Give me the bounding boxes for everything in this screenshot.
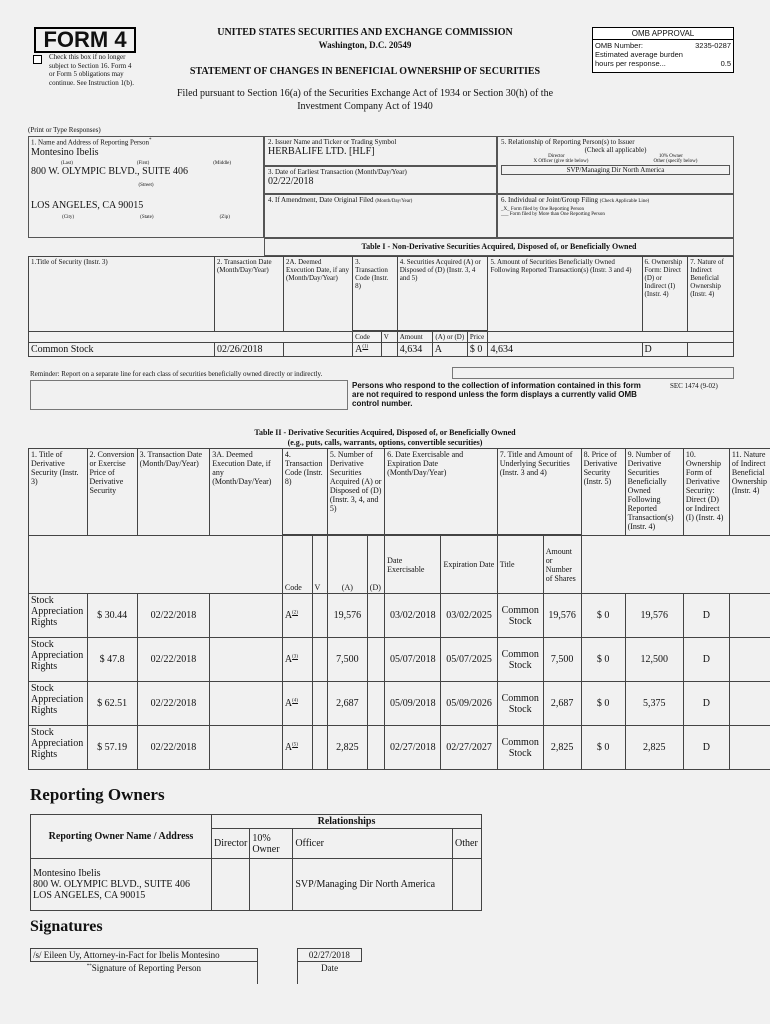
t1-subcol-v: V xyxy=(381,332,397,343)
omb-number-value: 3235-0287 xyxy=(695,41,731,50)
check-box-instructions: Check this box if no longer subject to Section 16. Form 4 or Form 5 obligations may continue. See Instruction 1(b). xyxy=(49,53,134,87)
t2-r1-code: A xyxy=(284,654,293,665)
table2-title: Table II - Derivative Securities Acquired, Disposed of, or Beneficially Owned xyxy=(254,428,516,437)
t2-r3-owned: 2,825 xyxy=(625,726,683,770)
t1-col-code: 3. Transaction Code (Instr. 8) xyxy=(353,257,398,331)
box6-label: 6. Individual or Joint/Group Filing xyxy=(501,196,599,204)
t2-r2-code: A xyxy=(284,698,293,709)
t2-col-nature: 11. Nature of Indirect Beneficial Ownership (Instr. 4) xyxy=(729,449,770,536)
zip-label: (Zip) xyxy=(219,215,230,221)
t1-row-deemed xyxy=(284,343,353,357)
t2-r0-title: Stock Appreciation Rights xyxy=(29,594,88,638)
ro-officer-title: SVP/Managing Dir North America xyxy=(293,859,453,911)
city-label: (City) xyxy=(62,215,75,221)
box6-sub: (Check Applicable Line) xyxy=(599,199,650,204)
table-row xyxy=(29,682,770,726)
t2-r1-under: Common Stock xyxy=(497,638,543,682)
omb-hours-label: hours per response... xyxy=(595,59,666,68)
t2-col-number: 5. Number of Derivative Securities Acquired (A) or Disposed of (D) (Instr. 3, 4, and 5) xyxy=(327,449,384,535)
print-type-note: (Print or Type Responses) xyxy=(28,126,101,134)
ro-name: Montesino Ibelis xyxy=(33,868,101,879)
t1-subcol-aord: (A) or (D) xyxy=(432,332,467,343)
t2-r0-price: $ 30.44 xyxy=(87,594,137,638)
persons-notice: Persons who respond to the collection of information contained in this form are not required to respond unless the form displays a currently valid OMB control number. xyxy=(352,381,641,408)
box-6-filing-type xyxy=(497,194,734,238)
officer-option[interactable]: X Officer (give title below) xyxy=(533,159,589,164)
signature-label: Signature of Reporting Person xyxy=(91,963,201,973)
middle-label: (Middle) xyxy=(213,161,232,167)
t2-r0-form: D xyxy=(683,594,729,638)
t2-r2-owned: 5,375 xyxy=(625,682,683,726)
reporting-owners-heading: Reporting Owners xyxy=(30,785,165,804)
box3-label: 3. Date of Earliest Transaction (Month/Day/Year) xyxy=(268,168,407,176)
box-4-amendment xyxy=(264,194,497,238)
filed-pursuant-line2: Investment Company Act of 1940 xyxy=(297,101,433,112)
box4-label: 4. If Amendment, Date Original Filed xyxy=(268,196,374,204)
t2-col-form: 10. Ownership Form of Derivative Security: Direct (D) or Indirect (I) (Instr. 4) xyxy=(683,449,729,536)
t2-subcol-v: V xyxy=(312,536,327,594)
t2-r1-amt: 7,500 xyxy=(543,638,581,682)
box1-label: 1. Name and Address of Reporting Person xyxy=(31,138,150,147)
t2-r2-dprice: $ 0 xyxy=(581,682,625,726)
agency-address: Washington, D.C. 20549 xyxy=(318,40,412,50)
ro-address1: 800 W. OLYMPIC BLVD., SUITE 406 xyxy=(33,879,190,890)
issuer-name-ticker: HERBALIFE LTD. [HLF] xyxy=(268,146,375,157)
box-3-earliest-transaction xyxy=(264,166,497,194)
omb-approval-box xyxy=(592,27,734,73)
t2-r2-amt: 2,687 xyxy=(543,682,581,726)
t2-r3-footnote[interactable]: (5) xyxy=(292,742,298,748)
t2-r1-dprice: $ 0 xyxy=(581,638,625,682)
t2-r2-date: 02/22/2018 xyxy=(137,682,210,726)
t1-col-owned: 5. Amount of Securities Beneficially Owned Following Reported Transaction(s) (Instr. 3 and 4) xyxy=(488,257,642,332)
t2-subcol-a: (A) xyxy=(327,536,367,594)
last-label: (Last) xyxy=(60,161,73,167)
t2-col-underlying: 7. Title and Amount of Underlying Securities (Instr. 3 and 4) xyxy=(497,449,581,535)
t2-r0-owned: 19,576 xyxy=(625,594,683,638)
reporting-owners-table xyxy=(30,814,482,911)
t1-row-date: 02/26/2018 xyxy=(214,343,283,357)
t2-r2-a: 2,687 xyxy=(327,682,367,726)
signature-text: /s/ Eileen Uy, Attorney-in-Fact for Ibelis Montesino xyxy=(31,949,258,962)
t1-row-footnote[interactable]: (1) xyxy=(362,344,369,350)
t1-row-aord: A xyxy=(432,343,467,357)
sec-form-code: SEC 1474 (9-02) xyxy=(670,382,718,390)
t2-r1-price: $ 47.8 xyxy=(87,638,137,682)
t2-r0-exp: 03/02/2025 xyxy=(441,594,497,638)
reporting-person-city: LOS ANGELES, CA 90015 xyxy=(31,200,144,212)
reminder-blank-box xyxy=(30,380,348,410)
omb-hours-value: 0.5 xyxy=(720,59,731,68)
ro-address2: LOS ANGELES, CA 90015 xyxy=(33,890,146,901)
filing-option-multiple-persons[interactable]: ___ Form filed by More than One Reporting Person xyxy=(501,212,605,217)
table-row xyxy=(29,594,770,638)
t2-r2-form: D xyxy=(683,682,729,726)
t2-col-deemed: 3A. Deemed Execution Date, if any (Month/Day/Year) xyxy=(210,449,283,536)
t2-r2-exer: 05/09/2018 xyxy=(385,682,441,726)
t2-subcol-d: (D) xyxy=(367,536,384,594)
table1-non-derivative xyxy=(28,256,734,357)
t2-r0-code: A xyxy=(284,610,293,621)
box4-sub: (Month/Day/Year) xyxy=(375,199,413,204)
t2-r2-exp: 05/09/2026 xyxy=(441,682,497,726)
t2-r2-price: $ 62.51 xyxy=(87,682,137,726)
t2-subcol-exercisable: Date Exercisable xyxy=(385,536,441,594)
ro-col-director: Director xyxy=(212,829,250,859)
t2-r0-dprice: $ 0 xyxy=(581,594,625,638)
t2-r3-price: $ 57.19 xyxy=(87,726,137,770)
t2-r3-title: Stock Appreciation Rights xyxy=(29,726,88,770)
t2-col-code: 4. Transaction Code (Instr. 8) xyxy=(282,449,327,535)
first-label: (First) xyxy=(136,161,150,167)
t2-subcol-amount: Amount or Number of Shares xyxy=(543,536,581,594)
signatures-table xyxy=(30,948,362,984)
t2-r3-date: 02/22/2018 xyxy=(137,726,210,770)
t2-r3-code: A xyxy=(284,742,293,753)
ro-col-owner: 10% Owner xyxy=(250,829,293,859)
table1-title: Table I - Non-Derivative Securities Acquired, Disposed of, or Beneficially Owned xyxy=(264,238,734,256)
t1-subcol-price: Price xyxy=(467,332,488,343)
t1-row-nature xyxy=(688,343,734,357)
filed-pursuant-line1: Filed pursuant to Section 16(a) of the Securities Exchange Act of 1934 or Section 30(h) of the xyxy=(176,88,554,99)
t2-col-price: 2. Conversion or Exercise Price of Derivative Security xyxy=(87,449,137,536)
t1-row-price: $ 0 xyxy=(467,343,488,357)
t2-r1-footnote[interactable]: (3) xyxy=(292,654,298,660)
t1-row-v xyxy=(381,343,397,357)
omb-number-label: OMB Number: xyxy=(595,41,643,50)
t2-subcol-code: Code xyxy=(282,536,312,594)
t2-r3-under: Common Stock xyxy=(497,726,543,770)
t1-row-title: Common Stock xyxy=(29,343,215,357)
t1-col-securities: 4. Securities Acquired (A) or Disposed of (D) (Instr. 3, 4 and 5) xyxy=(397,257,488,331)
table-row xyxy=(29,726,770,770)
t2-r0-a: 19,576 xyxy=(327,594,367,638)
ten-percent-owner-option[interactable]: 10% Owner xyxy=(658,154,683,159)
t2-r1-form: D xyxy=(683,638,729,682)
box-2-issuer xyxy=(264,136,497,166)
t1-col-form: 6. Ownership Form: Direct (D) or Indirect (I) (Instr. 4) xyxy=(642,257,688,332)
t2-r2-title: Stock Appreciation Rights xyxy=(29,682,88,726)
t2-r2-footnote[interactable]: (4) xyxy=(292,698,298,704)
other-option[interactable]: Other (specify below) xyxy=(653,159,698,164)
statement-title: STATEMENT OF CHANGES IN BENEFICIAL OWNERSHIP OF SECURITIES xyxy=(189,66,541,77)
t2-col-exercisable: 6. Date Exercisable and Expiration Date (Month/Day/Year) xyxy=(385,449,498,535)
box5-check-all: (Check all applicable) xyxy=(584,146,647,154)
t2-r1-date: 02/22/2018 xyxy=(137,638,210,682)
t2-col-owned: 9. Number of Derivative Securities Beneficially Owned Following Reported Transaction(s) (Instr. 4) xyxy=(625,449,683,536)
t2-r3-amt: 2,825 xyxy=(543,726,581,770)
street-label: (Street) xyxy=(138,183,154,189)
omb-burden-label: Estimated average burden xyxy=(595,50,683,59)
state-label: (State) xyxy=(140,215,154,221)
ro-col-other: Other xyxy=(453,829,482,859)
t2-r1-title: Stock Appreciation Rights xyxy=(29,638,88,682)
officer-title: SVP/Managing Dir North America xyxy=(501,165,730,175)
t1-row-code: A xyxy=(355,344,363,355)
t1-col-date: 2. Transaction Date (Month/Day/Year) xyxy=(214,257,283,332)
t2-r1-owned: 12,500 xyxy=(625,638,683,682)
ro-col-officer: Officer xyxy=(293,829,453,859)
box2-label: 2. Issuer Name and Ticker or Trading Symbol xyxy=(268,138,397,146)
t2-r0-amt: 19,576 xyxy=(543,594,581,638)
box1-label-footnote: * xyxy=(149,138,152,143)
t1-col-nature: 7. Nature of Indirect Beneficial Ownership (Instr. 4) xyxy=(688,257,734,332)
t2-r2-under: Common Stock xyxy=(497,682,543,726)
signatures-heading: Signatures xyxy=(30,918,103,935)
reporting-person-name: Montesino Ibelis xyxy=(31,147,99,159)
t2-r1-a: 7,500 xyxy=(327,638,367,682)
t2-r0-footnote[interactable]: (2) xyxy=(292,610,298,616)
t2-subcol-title: Title xyxy=(497,536,543,594)
agency-name: UNITED STATES SECURITIES AND EXCHANGE COMMISSION xyxy=(217,27,513,38)
t2-r0-under: Common Stock xyxy=(497,594,543,638)
t2-col-deriv-price: 8. Price of Derivative Security (Instr. 5) xyxy=(581,449,625,536)
t2-col-date: 3. Transaction Date (Month/Day/Year) xyxy=(137,449,210,536)
filing-option-one-person[interactable]: _X_ Form filed by One Reporting Person xyxy=(501,207,585,212)
form-title: FORM 4 xyxy=(34,27,136,53)
t2-r3-exer: 02/27/2018 xyxy=(385,726,441,770)
table-row xyxy=(29,638,770,682)
t1-row-owned: 4,634 xyxy=(488,343,642,357)
t2-r1-exer: 05/07/2018 xyxy=(385,638,441,682)
ro-relationships: Relationships xyxy=(212,815,482,829)
t2-col-title: 1. Title of Derivative Security (Instr. 3) xyxy=(29,449,88,536)
t1-row-form: D xyxy=(642,343,688,357)
reporting-person-street: 800 W. OLYMPIC BLVD., SUITE 406 xyxy=(31,166,188,178)
t1-subcol-amount: Amount xyxy=(397,332,432,343)
t2-r1-exp: 05/07/2025 xyxy=(441,638,497,682)
table2-derivative xyxy=(28,448,770,770)
reminder-small-box xyxy=(452,367,734,379)
t2-r0-date: 02/22/2018 xyxy=(137,594,210,638)
date-label: Date xyxy=(321,963,339,973)
t1-row xyxy=(29,343,734,357)
table2-subtitle: (e.g., puts, calls, warrants, options, convertible securities) xyxy=(287,438,483,447)
box5-label: 5. Relationship of Reporting Person(s) to Issuer xyxy=(501,138,635,146)
t2-r3-a: 2,825 xyxy=(327,726,367,770)
box-1-reporting-person xyxy=(28,136,264,238)
t2-r3-dprice: $ 0 xyxy=(581,726,625,770)
signature-date: 02/27/2018 xyxy=(297,949,361,962)
t1-subcol-code: Code xyxy=(353,332,382,343)
no-longer-subject-checkbox[interactable] xyxy=(33,55,42,64)
director-option[interactable]: Director xyxy=(548,154,565,159)
earliest-transaction-date: 02/22/2018 xyxy=(268,176,314,187)
ro-col-name: Reporting Owner Name / Address xyxy=(31,815,212,859)
t2-r3-exp: 02/27/2027 xyxy=(441,726,497,770)
t2-r3-form: D xyxy=(683,726,729,770)
t1-row-amount: 4,634 xyxy=(397,343,432,357)
t2-subcol-expiration: Expiration Date xyxy=(441,536,497,594)
reminder-text: Reminder: Report on a separate line for each class of securities beneficially owned directly or indirectly. xyxy=(30,370,323,378)
signature-label-footnote: ** xyxy=(86,964,92,969)
box-5-relationship xyxy=(497,136,734,194)
t1-col-title: 1.Title of Security (Instr. 3) xyxy=(29,257,215,332)
t1-col-deemed: 2A. Deemed Execution Date, if any (Month/Day/Year) xyxy=(284,257,353,332)
t2-r0-exer: 03/02/2018 xyxy=(385,594,441,638)
omb-title: OMB APPROVAL xyxy=(593,28,733,40)
